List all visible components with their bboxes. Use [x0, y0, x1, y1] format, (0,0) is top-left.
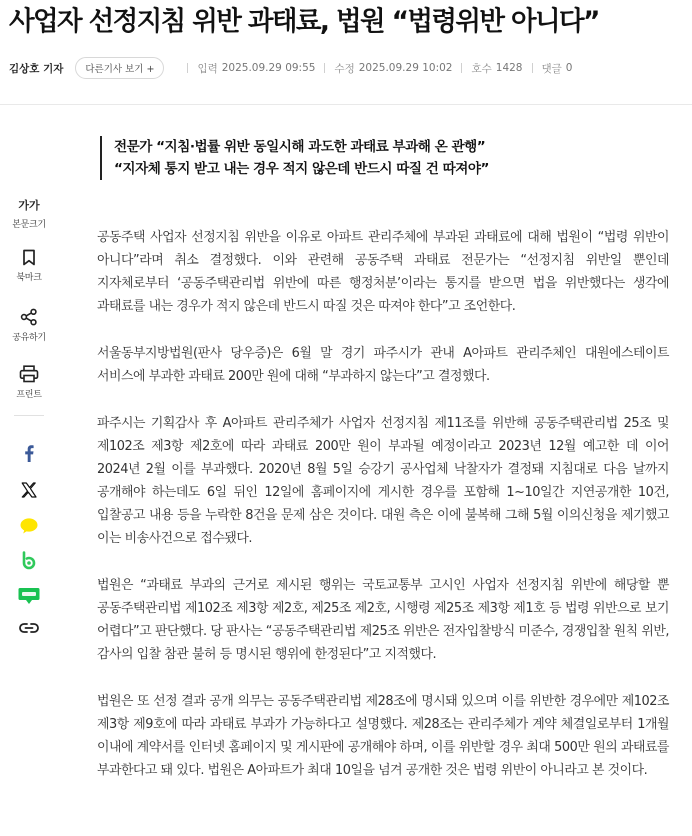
article-paragraph: 공동주택 사업자 선정지침 위반을 이유로 아파트 관리주체에 부과된 과태료에 대해 법원이 “법령 위반이 아니다”라며 취소 결정했다. 이와 관련해 공동주택 과태료 전문가는 “선정지침 위반일 뿐인데 지자체로부터 ‘공동주택관리법 위반에 따른 행정처분’이라는 통지를 받으면 법을 위반했다는 생각에 과태료를 내는 경우가 적지 않은데 반드시 따질 것은 따져야 한다”고 조언한다. — [97, 230, 669, 314]
article-paragraph: 법원은 “과태료 부과의 근거로 제시된 행위는 국토교통부 고시인 사업자 선정지침 위반에 해당할 뿐 공동주택관리법 제102조 제3항 제2호, 제25조 제2호, 시행령 제25조 제3항 제1호 등 법령 위반으로 보기 어렵다”고 판단했다. 당 판사는 “공동주택관리법 제25조 위반은 전자입찰방식 미준수, 경쟁입찰 원칙 위반, 감사의 입찰 참관 불허 등 명시된 행위에 한정된다”고 지적했다. — [97, 578, 669, 662]
header-divider — [0, 104, 692, 105]
article-body — [97, 226, 669, 806]
font-size-icon: 가가 — [18, 199, 40, 212]
meta-divider — [461, 63, 462, 73]
share-button[interactable] — [0, 308, 58, 343]
input-label: 입력 — [197, 62, 218, 75]
article-summary — [100, 136, 660, 180]
more-articles-button[interactable]: 다른기사 보기 + — [75, 57, 164, 79]
copy-link-button[interactable] — [0, 622, 58, 634]
comments-count[interactable]: 0 — [565, 62, 573, 74]
bookmark-button[interactable] — [0, 249, 58, 283]
kakaotalk-share-button[interactable] — [0, 518, 58, 534]
issue-label: 호수 — [471, 62, 492, 75]
link-icon — [19, 622, 39, 634]
article-paragraph: 법원은 또 선정 결과 공개 의무는 공동주택관리법 제28조에 명시돼 있으며 이를 위반한 경우에만 제102조 제3항 제9호에 따라 과태료 부과가 가능하다고 설명했다. 제28조는 관리주체가 계약 체결일로부터 1개월 이내에 계약서를 인터넷 홈페이지 및 게시판에 공개해야 하며, 이를 위반할 경우 최대 500만 원의 과태료를 부과한다고 돼 있다. 법원은 A아파트가 최대 10일을 넘겨 공개한 것은 법령 위반이 아니라고 본 것이다. — [97, 694, 669, 778]
comments-label[interactable]: 댓글 — [541, 62, 562, 75]
article-meta — [9, 56, 689, 80]
band-share-button[interactable] — [0, 551, 58, 570]
font-size-button[interactable] — [0, 194, 58, 230]
font-size-label: 본문크기 — [12, 220, 46, 230]
modified-time: 2025.09.29 10:02 — [358, 62, 453, 74]
meta-divider — [532, 63, 533, 73]
issue-number: 1428 — [495, 62, 523, 74]
bookmark-label: 북마크 — [16, 273, 42, 283]
meta-divider — [187, 63, 188, 73]
article-paragraph: 파주시는 기획감사 후 A아파트 관리주체가 사업자 선정지침 제11조를 위반해 공동주택관리법 25조 및 제102조 제3항 제2호에 따라 과태료 200만 원이 부과될 예정이라고 2023년 12월 예고한 데 이어 2024년 2월 이를 부과했다. 2020년 8월 5일 승강기 공사업체 낙찰자가 결정돼 지침대로 다음 날까지 공개해야 하는데도 6일 뒤인 12일에 홈페이지에 게시한 경우를 포함해 1~10일간 지연공개한 10건, 입찰공고 내용 등을 누락한 8건을 문제 삼은 것이다. 대원 측은 이에 불복해 그해 5월 이의신청을 제기했고 이는 비송사건으로 접수됐다. — [97, 416, 669, 546]
share-label: 공유하기 — [12, 333, 46, 343]
summary-line: “지자체 통지 받고 내는 경우 적지 않은데 반드시 따질 건 따져야” — [114, 161, 489, 177]
print-button[interactable] — [0, 365, 58, 400]
x-share-button[interactable] — [0, 482, 58, 498]
bookmark-icon — [22, 249, 36, 266]
x-icon — [21, 482, 37, 498]
input-time: 2025.09.29 09:55 — [221, 62, 316, 74]
share-icon — [20, 308, 38, 326]
author-name[interactable]: 김상호 기자 — [9, 62, 64, 75]
print-label: 프린트 — [16, 390, 42, 400]
kakaotalk-icon — [20, 518, 38, 534]
print-icon — [19, 365, 39, 383]
facebook-share-button[interactable] — [0, 445, 58, 462]
naver-blog-icon — [18, 587, 40, 605]
modified-label: 수정 — [334, 62, 355, 75]
meta-divider — [324, 63, 325, 73]
article-headline: 사업자 선정지침 위반 과태료, 법원 “법령위반 아니다” — [9, 6, 599, 37]
naver-blog-share-button[interactable] — [0, 587, 58, 605]
band-icon — [20, 551, 38, 570]
article-paragraph: 서울동부지방법원(판사 당우증)은 6월 말 경기 파주시가 관내 A아파트 관리주체인 대원에스테이트 서비스에 부과한 과태료 200만 원에 대해 “부과하지 않는다”고 결정했다. — [97, 346, 669, 384]
summary-line: 전문가 “지침·법률 위반 동일시해 과도한 과태료 부과해 온 관행” — [114, 139, 486, 155]
sidebar-divider — [14, 415, 44, 416]
facebook-icon — [24, 445, 34, 462]
